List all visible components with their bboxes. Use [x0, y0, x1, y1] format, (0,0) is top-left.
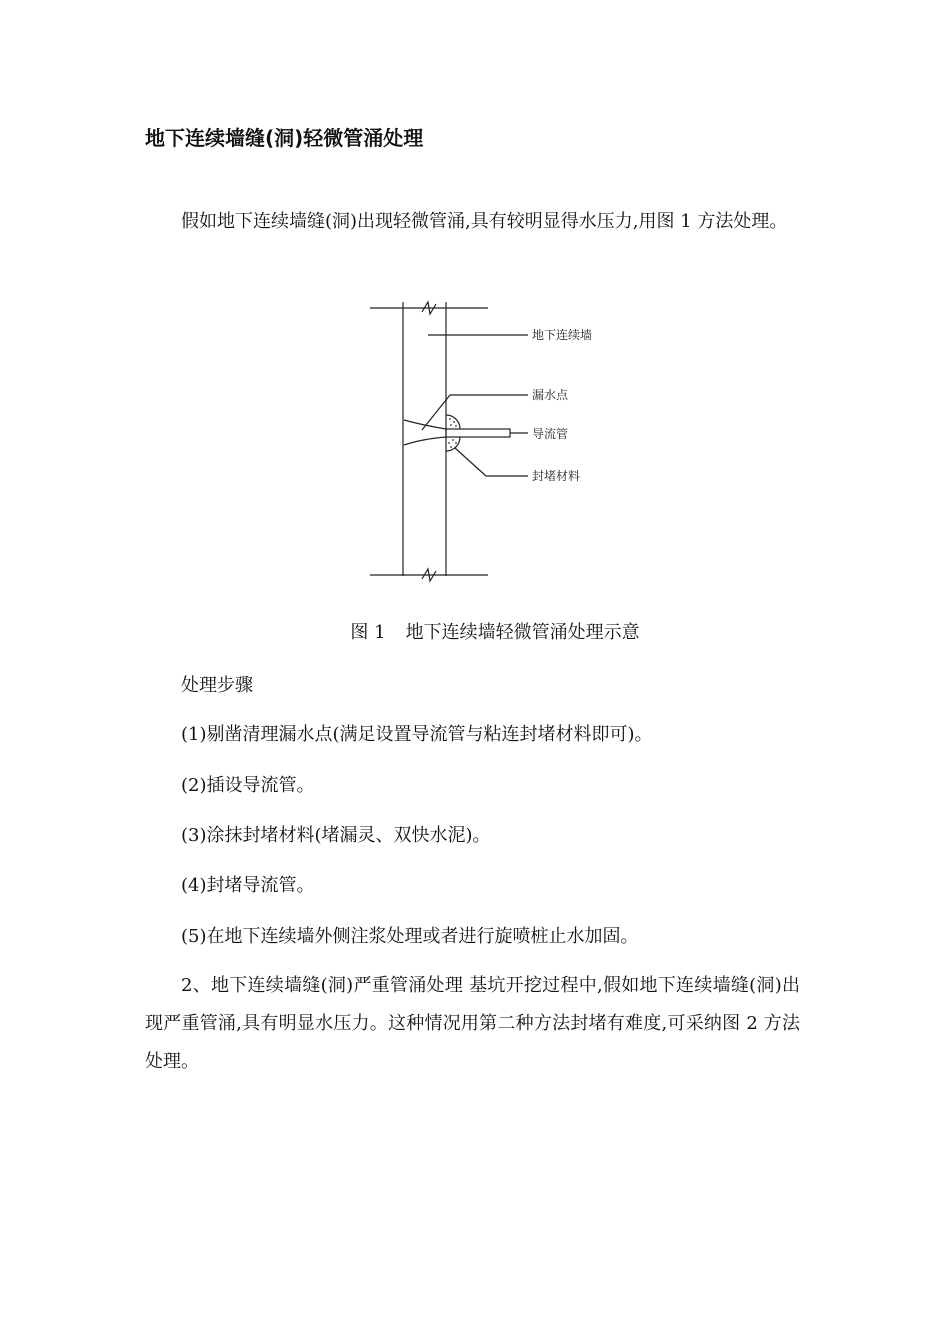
caption-number: 图 1 [350, 622, 386, 643]
caption-text: 地下连续墙轻微管涌处理示意 [405, 622, 640, 643]
step-item: (1)剔凿清理漏水点(满足设置导流管与粘连封堵材料即可)。 [181, 724, 653, 745]
wall-top-break-mark [422, 302, 436, 314]
step-item: (2)插设导流管。 [181, 775, 315, 796]
label-leak-point: 漏水点 [532, 388, 569, 402]
figure-1-diagram [360, 298, 620, 583]
sealing-material-texture [448, 418, 457, 448]
steps-heading: 处理步骤 [181, 675, 253, 696]
wall-bottom-break-mark [422, 569, 436, 581]
intro-paragraph: 假如地下连续墙缝(洞)出现轻微管涌,具有较明显得水压力,用图 1 方法处理。 [181, 211, 788, 232]
step-item: (4)封堵导流管。 [181, 875, 315, 896]
step-item: (3)涂抹封堵材料(堵漏灵、双快水泥)。 [181, 825, 491, 846]
step-item: (5)在地下连续墙外侧注浆处理或者进行旋喷桩止水加固。 [181, 926, 639, 947]
leak-crack-upper [404, 420, 446, 429]
label-sealing-material: 封堵材料 [532, 469, 581, 483]
section-2-paragraph: 2、地下连续墙缝(洞)严重管涌处理 基坑开挖过程中,假如地下连续墙缝(洞)出现严重管涌,具有明显水压力。这种情况用第二种方法封堵有难度,可采纳图 2 方法处理。 [145, 975, 800, 1072]
figure-1-caption [0, 620, 950, 646]
label-wall: 地下连续墙 [532, 328, 593, 342]
sealing-leader-line [455, 448, 528, 476]
label-drain-pipe: 导流管 [532, 427, 569, 441]
sealing-material-upper [446, 415, 460, 429]
leak-point-leader-line [422, 395, 528, 430]
drain-pipe [446, 429, 510, 437]
section-title: 地下连续墙缝(洞)轻微管涌处理 [145, 126, 424, 150]
leak-crack-lower [404, 437, 446, 445]
